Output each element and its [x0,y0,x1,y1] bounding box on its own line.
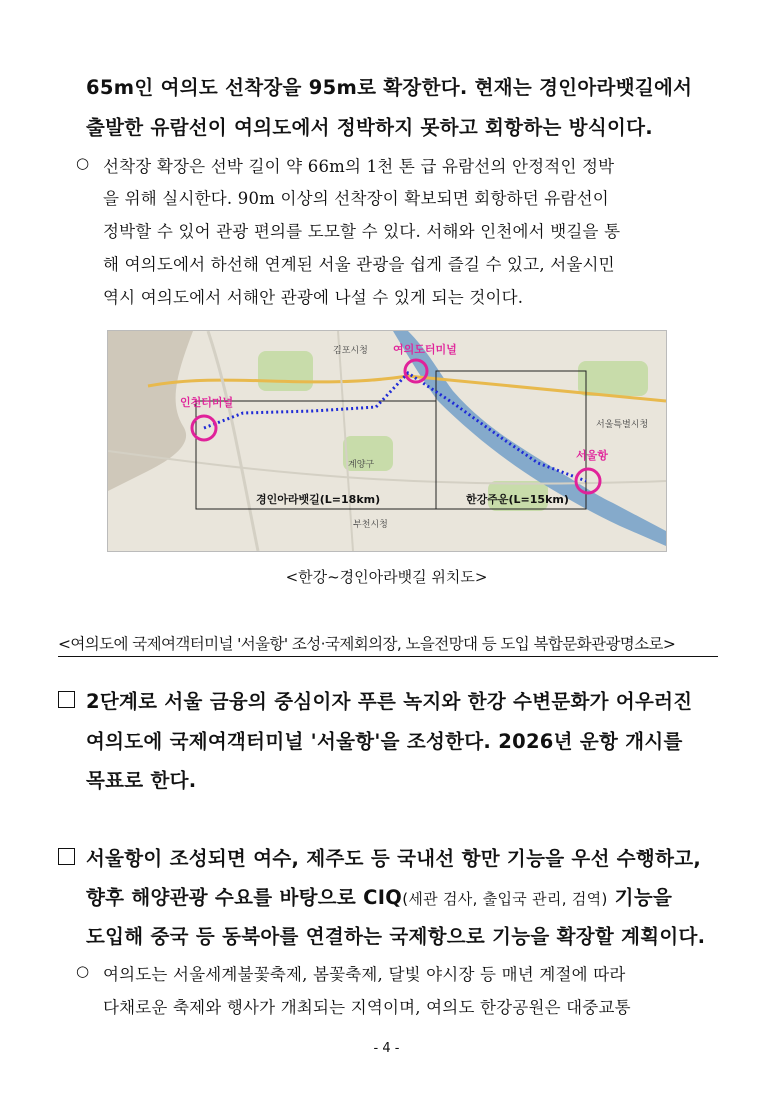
para3-line-1: 서울항이 조성되면 여수, 제주도 등 국내선 항만 기능을 우선 수행하고, [86,847,702,870]
detail1-line-4: 해 여의도에서 하선해 연계된 서울 관광을 쉽게 즐길 수 있고, 서울시민 [103,255,615,274]
detail1-line-2: 을 위해 실시한다. 90m 이상의 선착장이 확보되면 회항하던 유람선이 [103,189,609,208]
green-area [258,351,313,391]
gimpo-label: 김포시청 [333,346,368,356]
para2-line-1: 2단계로 서울 금융의 중심이자 푸른 녹지와 한강 수변문화가 어우러진 [86,690,693,713]
para2-line-3: 목표로 한다. [86,769,197,792]
route-map [107,330,667,552]
para3-line-3: 도입해 중국 등 동북아를 연결하는 국제항으로 기능을 확장할 계획이다. [86,925,706,948]
sea-area [108,331,193,491]
section-divider [58,656,718,657]
detail1-line-3: 정박할 수 있어 관광 편의를 도모할 수 있다. 서해와 인천에서 뱃길을 통 [103,222,621,241]
checkbox-square-icon [58,691,75,708]
checkbox-square-icon [58,848,75,865]
para3-line-2-tail: 기능을 [607,886,673,909]
seoul-port-label: 서울항 [576,449,608,462]
detail2-line-2: 다채로운 축제와 행사가 개최되는 지역이며, 여의도 한강공원은 대중교통 [103,998,631,1017]
page-number: - 4 - [373,1041,400,1056]
lead-line-2: 출발한 유람선이 여의도에서 정박하지 못하고 회항하는 방식이다. [86,116,653,139]
lead-line-1: 65m인 여의도 선착장을 95m로 확장한다. 현재는 경인아라뱃길에서 [86,76,693,99]
gyeyang-label: 계양구 [348,460,375,470]
detail1-line-1: 선착장 확장은 선박 길이 약 66m의 1천 톤 급 유람선의 안정적인 정박 [103,157,615,176]
ciq-note: (세관 검사, 출입국 관리, 검역) [402,890,608,908]
detail1-line-5: 역시 여의도에서 서해안 관광에 나설 수 있게 되는 것이다. [103,288,524,307]
circle-bullet-icon: ○ [76,962,90,980]
para2-line-2: 여의도에 국제여객터미널 '서울항'을 조성한다. 2026년 운항 개시를 [86,730,683,753]
seoul-cityhall-label: 서울특별시청 [596,420,649,430]
incheon-terminal-label: 인천터미널 [180,396,234,409]
route-map-graphic [108,331,666,551]
bucheon-label: 부천시청 [353,520,388,530]
road [208,331,258,551]
yeouido-terminal-label: 여의도터미널 [393,343,457,356]
para3-line-2-main: 향후 해양관광 수요를 바탕으로 CIQ [86,886,403,909]
section-title: <여의도에 국제여객터미널 '서울항' 조성·국제회의장, 노을전망대 등 도입 복합문화관광명소로> [58,635,676,653]
detail2-line-1: 여의도는 서울세계불꽃축제, 봄꽃축제, 달빛 야시장 등 매년 계절에 따라 [103,965,626,984]
para3-line-2 [86,882,672,910]
map-caption: <한강~경인아라뱃길 위치도> [285,568,488,586]
ara-route-label: 경인아라뱃길(L=18km) [256,493,381,506]
green-area [578,361,648,396]
hangang-route-label: 한강주운(L=15km) [466,493,569,506]
circle-bullet-icon: ○ [76,154,90,172]
